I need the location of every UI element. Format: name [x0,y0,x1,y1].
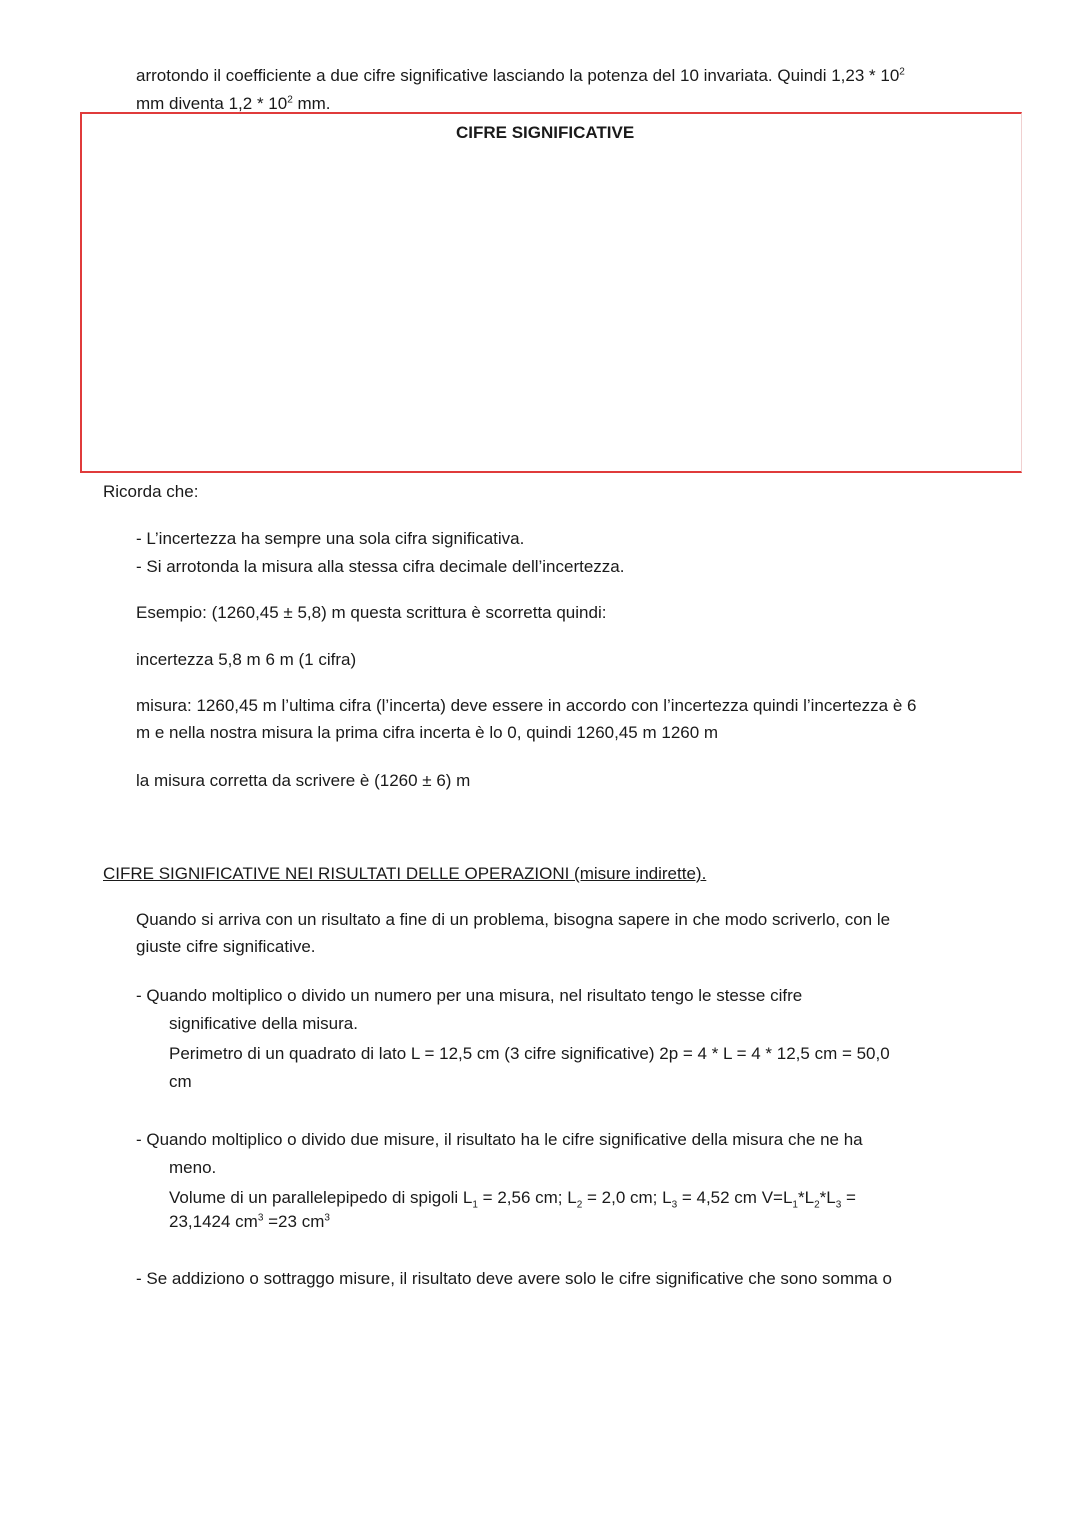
rule-1-line-1: - Quando moltiplico o divido un numero per una misura, nel risultato tengo le stesse cifre [136,986,803,1005]
exponent: 2 [287,94,293,106]
incertezza-line: incertezza 5,8 m 6 m (1 cifra) [136,650,357,669]
misura-line-2: m e nella nostra misura la prima cifra incerta è lo 0, quindi 1260,45 m 1260 m [136,723,719,742]
rule-1-example-2: cm [169,1072,192,1091]
rule-2-line-1: - Quando moltiplico o divido due misure, il risultato ha le cifre significative della misura che ne ha [136,1130,863,1149]
rule-2-example-2: 23,1424 $cm^3 =23$ $cm^3$ [169,1212,330,1231]
list-item: - Si arrotonda la misura alla stessa cifra decimale dell’incertezza. [136,557,625,576]
section-intro-2: giuste cifre significative. [136,937,316,956]
rule-2-example-1: Volume di un parallelepipedo di spigoli $L_1 = 2,56$ cm; $L_2 = 2,0$ cm; $L_3 = 4,52$ cm $V=L_1*L_2*L_3$ = [169,1188,856,1211]
example-line: Esempio: (1260,45 ± 5,8) m questa scrittura è scorretta quindi: [136,603,607,622]
section-heading: CIFRE SIGNIFICATIVE NEI RISULTATI DELLE OPERAZIONI (misure indirette). [103,864,707,883]
misura-line-1: misura: 1260,45 m l’ultima cifra (l’incerta) deve essere in accordo con l’incertezza quindi l’incertezza è 6 [136,696,917,715]
intro-line-2: mm diventa $1,2 * 10^2$ mm. [136,94,331,113]
misura-corretta-line: la misura corretta da scrivere è (1260 ± 6) m [136,771,471,790]
intro-line-1: arrotondo il coefficiente a due cifre significative lasciando la potenza del 10 invariata. Quindi $1,23 * 10^2$ [136,66,905,85]
rule-2-line-2: meno. [169,1158,217,1177]
rule-3-line-1: - Se addiziono o sottraggo misure, il risultato deve avere solo le cifre significative che sono somma o [136,1269,892,1288]
exponent: 2 [899,66,905,78]
section-intro-1: Quando si arriva con un risultato a fine di un problema, bisogna sapere in che modo scriverlo, con le [136,910,891,929]
image-placeholder-box [80,112,1022,473]
rule-1-example-1: Perimetro di un quadrato di lato L = 12,5 cm (3 cifre significative) 2p = 4 * L = 4 * 12,5 cm = 50,0 [169,1044,890,1063]
box-title: CIFRE SIGNIFICATIVE [456,123,635,142]
ricorda-heading: Ricorda che: [103,482,199,501]
rule-1-line-2: significative della misura. [169,1014,358,1033]
list-item: - L’incertezza ha sempre una sola cifra significativa. [136,529,525,548]
